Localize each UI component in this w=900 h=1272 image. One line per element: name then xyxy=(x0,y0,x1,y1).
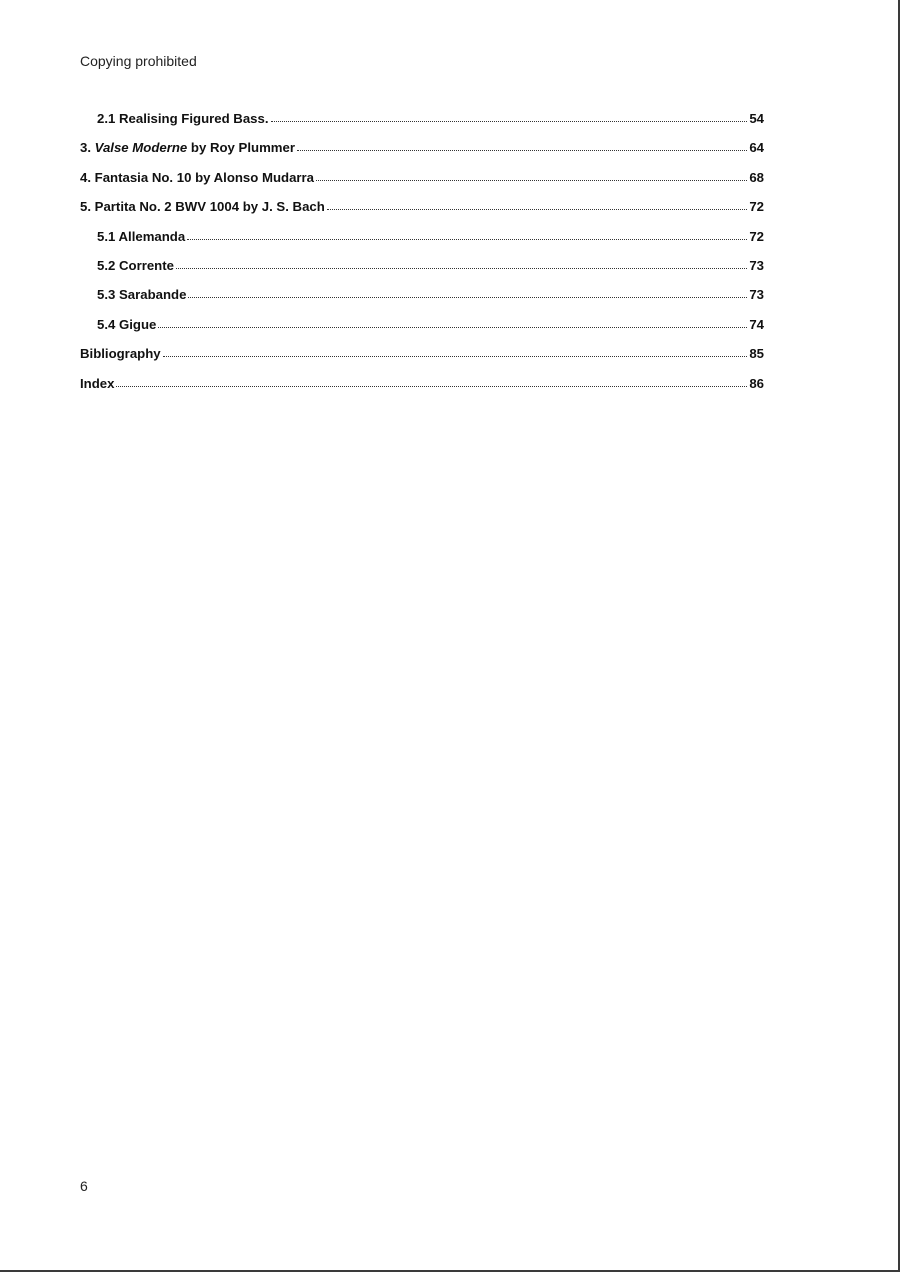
toc-entry-page-number: 68 xyxy=(749,169,764,185)
toc-dot-leader xyxy=(116,374,747,388)
table-of-contents xyxy=(80,108,764,402)
toc-entry-title xyxy=(80,373,114,395)
toc-entry-title-text: Bibliography xyxy=(80,346,161,362)
toc-entry[interactable] xyxy=(80,373,764,402)
toc-entry[interactable] xyxy=(80,314,764,343)
toc-entry[interactable] xyxy=(80,167,764,196)
toc-entry-title-text: Index xyxy=(80,375,115,391)
toc-entry-title-text: 5. Partita No. 2 BWV 1004 by J. S. Bach xyxy=(80,199,325,215)
toc-entry-title-text: 5.3 Sarabande xyxy=(97,287,187,303)
page-number: 6 xyxy=(80,1178,88,1194)
toc-entry[interactable] xyxy=(80,108,764,137)
toc-entry-title xyxy=(80,196,325,218)
toc-entry-title-text: 3. xyxy=(80,140,95,156)
toc-entry[interactable] xyxy=(80,196,764,225)
toc-entry-title-italic: Valse Moderne xyxy=(94,140,188,156)
toc-dot-leader xyxy=(187,227,747,241)
toc-entry-title-text: 5.4 Gigue xyxy=(97,316,157,332)
toc-dot-leader xyxy=(297,138,747,152)
toc-entry-page-number: 86 xyxy=(749,375,764,391)
toc-dot-leader xyxy=(163,344,748,358)
toc-entry-title xyxy=(97,108,269,130)
toc-entry-page-number: 74 xyxy=(749,316,764,332)
toc-entry-title-text: 5.1 Allemanda xyxy=(97,228,186,244)
toc-dot-leader xyxy=(188,285,747,299)
toc-dot-leader xyxy=(271,109,748,123)
toc-entry-title-text: 5.2 Corrente xyxy=(97,257,174,273)
toc-entry-title-text: 4. Fantasia No. 10 by Alonso Mudarra xyxy=(80,169,315,185)
toc-entry[interactable] xyxy=(80,226,764,255)
toc-entry-title xyxy=(97,314,156,336)
toc-entry-page-number: 73 xyxy=(749,287,764,303)
toc-dot-leader xyxy=(316,168,747,182)
toc-dot-leader xyxy=(327,197,748,211)
toc-entry-title-text: 2.1 Realising Figured Bass. xyxy=(97,111,269,126)
toc-entry[interactable] xyxy=(80,137,764,166)
toc-entry-page-number: 72 xyxy=(749,228,764,244)
toc-dot-leader xyxy=(176,256,747,270)
toc-entry-title xyxy=(97,226,185,248)
toc-dot-leader xyxy=(158,315,747,329)
toc-entry-title xyxy=(97,284,186,306)
toc-entry-title xyxy=(80,167,314,189)
toc-entry-title xyxy=(97,255,174,277)
toc-entry-page-number: 54 xyxy=(749,111,764,126)
toc-entry-page-number: 73 xyxy=(749,257,764,273)
toc-entry-page-number: 64 xyxy=(749,140,764,156)
toc-entry[interactable] xyxy=(80,255,764,284)
toc-entry-title xyxy=(80,137,295,159)
toc-entry[interactable] xyxy=(80,284,764,313)
running-header: Copying prohibited xyxy=(80,53,197,69)
toc-entry-page-number: 72 xyxy=(749,199,764,215)
toc-entry-title xyxy=(80,343,161,365)
toc-entry-page-number: 85 xyxy=(749,346,764,362)
toc-entry[interactable] xyxy=(80,343,764,372)
toc-entry-title-suffix: by Roy Plummer xyxy=(187,140,295,156)
